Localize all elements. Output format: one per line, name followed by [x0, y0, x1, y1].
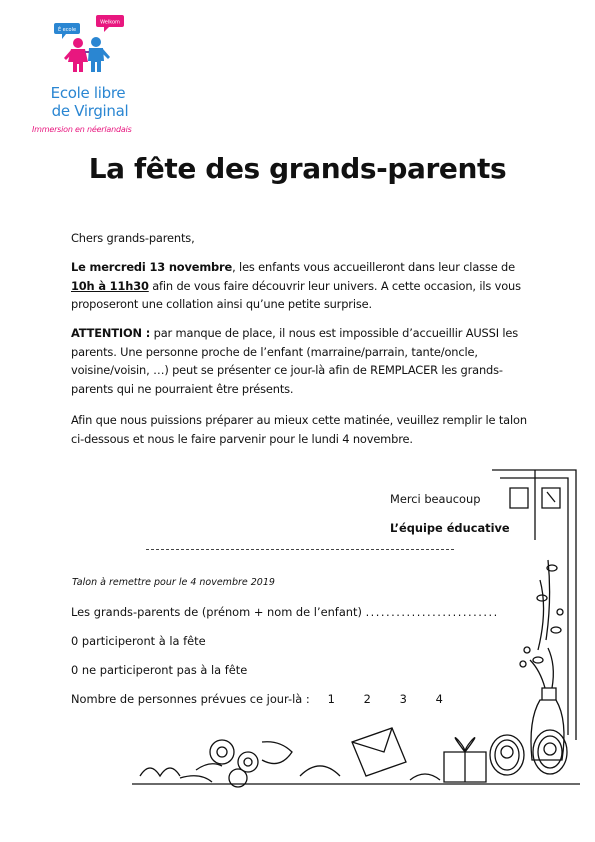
people-count-label: Nombre de personnes prévues ce jour-là :: [71, 692, 310, 706]
logo-school-name-line1: Ecole libre: [50, 84, 126, 102]
grandparents-dots[interactable]: ..........................: [365, 605, 499, 619]
portrait-frames-icon: [490, 730, 567, 775]
count-option-2[interactable]: 2: [363, 692, 371, 706]
option-not-participate[interactable]: 0 ne participeront pas à la fête: [71, 663, 248, 677]
bubble-left-text: É ecole: [57, 27, 77, 33]
logo-subtitle: Immersion en néerlandais: [32, 125, 132, 134]
event-time: 10h à 11h30: [71, 278, 149, 293]
paragraph-deadline: Afin que nous puissions préparer au mieux cette matinée, veuillez remplir le talon ci-dessous et nous le faire parvenir pour le lundi 4 novembre.: [71, 413, 527, 446]
grandparents-label: Les grands-parents de (prénom + nom de l’enfant): [71, 605, 362, 619]
count-option-3[interactable]: 3: [399, 692, 407, 706]
greeting: Chers grands-parents,: [71, 231, 195, 245]
event-date: Le mercredi 13 novembre: [71, 260, 233, 274]
team-signature: L’équipe éducative: [390, 521, 510, 535]
flower-bouquet-icon: [180, 740, 292, 787]
attention-text: par manque de place, il nous est impossible d’accueillir AUSSI les parents. Une personne proche de l’enfant (marraine/parrain, tante/oncle, voisine/voisin, …) peut se présenter ce jour-là afin de REMPLACER les grands-parents qui ne pourraient être présents.: [71, 326, 519, 396]
window-frame-icon: [492, 470, 576, 740]
option-participate[interactable]: 0 participeront à la fête: [71, 634, 206, 648]
count-option-1[interactable]: 1: [327, 692, 335, 706]
event-time-after: afin de vous faire découvrir leur univers. A cette occasion, ils vous proposeront une collation ainsi qu’une petite surprise.: [71, 278, 521, 311]
thanks-text: Merci beaucoup: [390, 492, 481, 506]
plant-stems-icon: [520, 560, 563, 667]
logo-school-name-line2: de Virginal: [51, 102, 129, 120]
envelope-icon: [352, 728, 406, 776]
talon-label: Talon à remettre pour le 4 novembre 2019: [72, 577, 275, 588]
count-option-4[interactable]: 4: [435, 692, 443, 706]
page-title: La fête des grands-parents: [88, 152, 507, 185]
attention-label: ATTENTION :: [71, 326, 151, 340]
gift-box-icon: [444, 738, 486, 782]
bubble-right-text: Welkom: [100, 19, 120, 26]
event-date-after: , les enfants vous accueilleront dans leur classe de: [232, 260, 515, 274]
